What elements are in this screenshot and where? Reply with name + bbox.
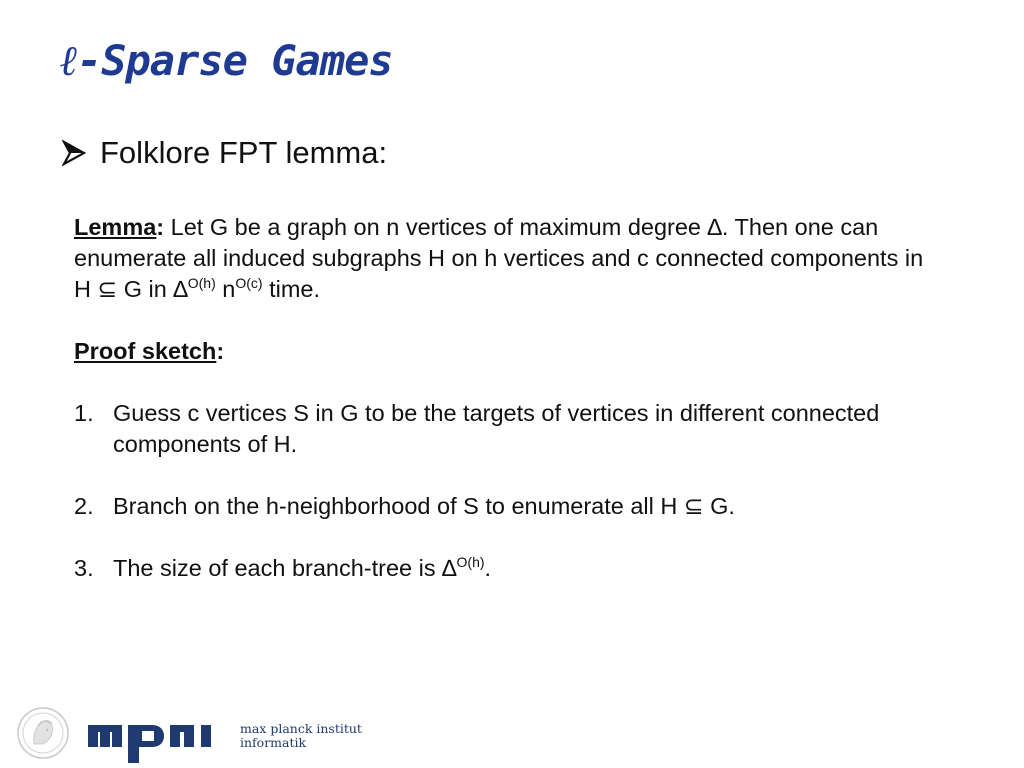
step-number: 3. — [74, 555, 94, 581]
content-block — [74, 212, 934, 584]
title-ell-symbol: ℓ — [60, 36, 77, 85]
mpi-logo-icon — [86, 717, 236, 767]
arrow-bullet-icon — [62, 138, 86, 168]
title-text: -Sparse Games — [76, 36, 393, 85]
mpi-logo-text — [240, 722, 362, 750]
lemma-label: Lemma — [74, 214, 157, 240]
logo-line-1: max planck institut — [240, 721, 362, 736]
step-number: 1. — [74, 400, 94, 426]
step-text: Branch on the h-neighborhood of S to enumerate all H ⊆ G. — [113, 493, 735, 519]
proof-heading — [74, 336, 934, 367]
step-text: Guess c vertices S in G to be the targets of vertices in different connected components of H. — [113, 400, 880, 457]
lemma-colon: : — [156, 214, 165, 240]
slide-title — [60, 36, 393, 86]
proof-step-3 — [74, 553, 934, 584]
step-text-after: . — [484, 555, 492, 581]
step-sup: O(h) — [456, 554, 485, 570]
proof-label: Proof sketch — [74, 338, 217, 364]
lemma-body-1: Let G be a graph on n vertices of maximum degree ∆. Then one can enumerate all induced subgraphs H on h vertices and c connected components in H ⊆ G in ∆ — [74, 214, 924, 302]
lemma-sup-2: O(c) — [235, 275, 263, 291]
lemma-sup-1: O(h) — [187, 275, 216, 291]
step-text — [113, 553, 934, 584]
bullet-row — [62, 135, 387, 171]
lemma-paragraph — [74, 212, 934, 305]
lemma-body-2: n — [215, 276, 236, 302]
proof-step-2 — [74, 491, 934, 522]
step-text-before: The size of each branch-tree is ∆ — [113, 555, 457, 581]
bullet-text: Folklore FPT lemma: — [100, 135, 388, 170]
step-number: 2. — [74, 493, 94, 519]
logo-line-2: informatik — [240, 735, 307, 750]
proof-colon: : — [216, 338, 225, 364]
minerva-seal-icon — [16, 706, 70, 760]
proof-step-1 — [74, 398, 934, 460]
lemma-body-3: time. — [262, 276, 321, 302]
